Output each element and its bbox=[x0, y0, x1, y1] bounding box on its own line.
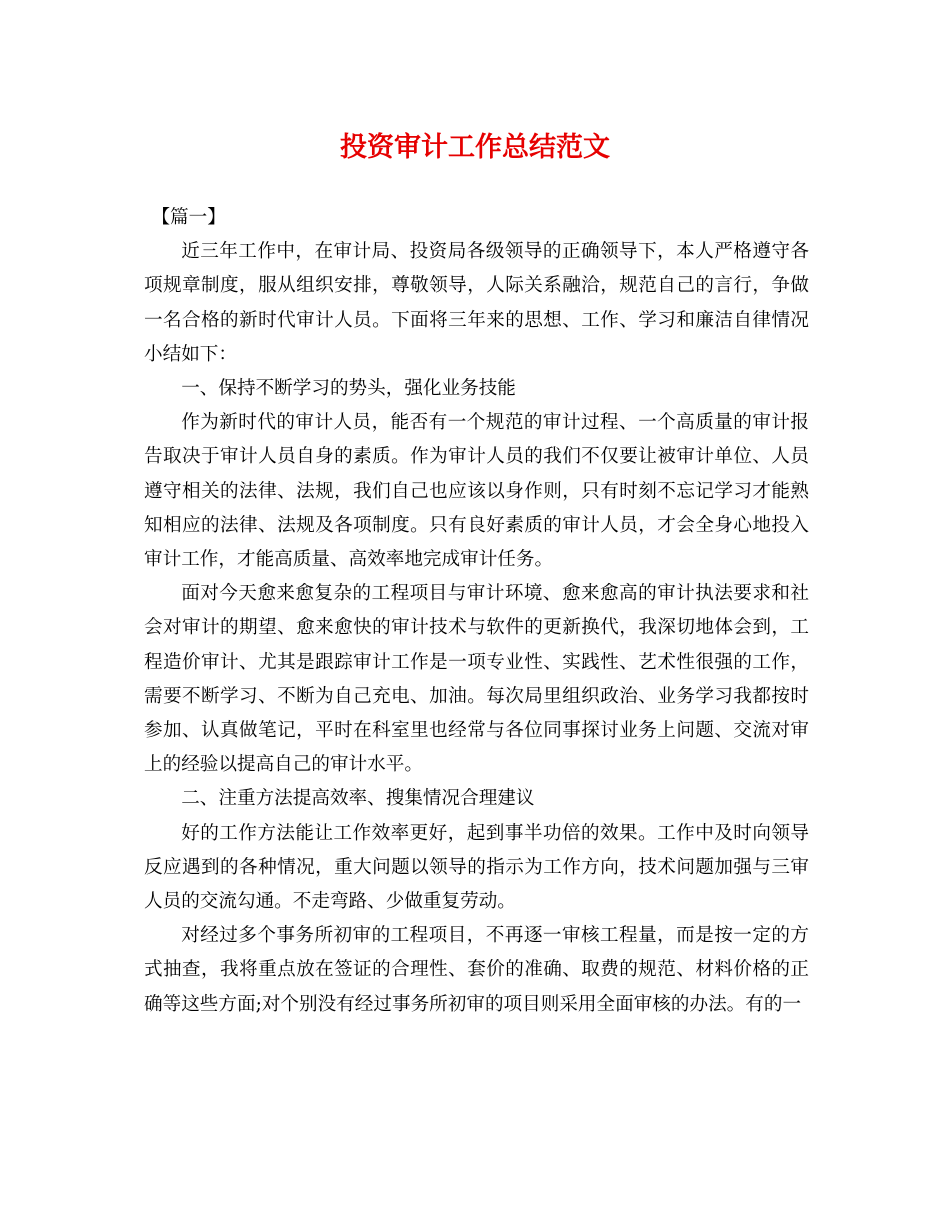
section-label: 【篇一】 bbox=[151, 207, 226, 228]
paragraph: 好的工作方法能让工作效率更好，起到事半功倍的效果。工作中及时向领导反应遇到的各种情况，重大问题以领导的指示为工作方向，技术问题加强与三审人员的交流勾通。不走弯路、少做重复劳动。 bbox=[144, 822, 809, 913]
paragraph-intro: 近三年工作中，在审计局、投资局各级领导的正确领导下，本人严格遵守各项规章制度，服从组织安排，尊敬领导，人际关系融洽，规范自己的言行，争做一名合格的新时代审计人员。下面将三年来的思想、工作、学习和廉洁自律情况小结如下： bbox=[144, 241, 809, 365]
document-body bbox=[144, 201, 809, 1022]
document-title: 投资审计工作总结范文 bbox=[340, 132, 610, 163]
paragraph: 面对今天愈来愈复杂的工程项目与审计环境、愈来愈高的审计执法要求和社会对审计的期望、愈来愈快的审计技术与软件的更新换代，我深切地体会到，工程造价审计、尤其是跟踪审计工作是一项专业性、实践性、艺术性很强的工作，需要不断学习、不断为自己充电、加油。每次局里组织政治、业务学习我都按时参加、认真做笔记，平时在科室里也经常与各位同事探讨业务上问题、交流对审上的经验以提高自己的审计水平。 bbox=[144, 583, 809, 776]
paragraph: 作为新时代的审计人员，能否有一个规范的审计过程、一个高质量的审计报告取决于审计人员自身的素质。作为审计人员的我们不仅要让被审计单位、人员遵守相关的法律、法规，我们自己也应该以身作则，只有时刻不忘记学习才能熟知相应的法律、法规及各项制度。只有良好素质的审计人员，才会全身心地投入审计工作，才能高质量、高效率地完成审计任务。 bbox=[144, 412, 809, 571]
heading-section-2: 二、注重方法提高效率、搜集情况合理建议 bbox=[181, 788, 535, 810]
heading-section-1: 一、保持不断学习的势头，强化业务技能 bbox=[181, 378, 516, 400]
paragraph: 对经过多个事务所初审的工程项目，不再逐一审核工程量，而是按一定的方式抽查，我将重点放在签证的合理性、套价的准确、取费的规范、材料价格的正确等这些方面;对个别没有经过事务所初审的项目则采用全面审核的办法。有的一 bbox=[144, 925, 809, 1015]
